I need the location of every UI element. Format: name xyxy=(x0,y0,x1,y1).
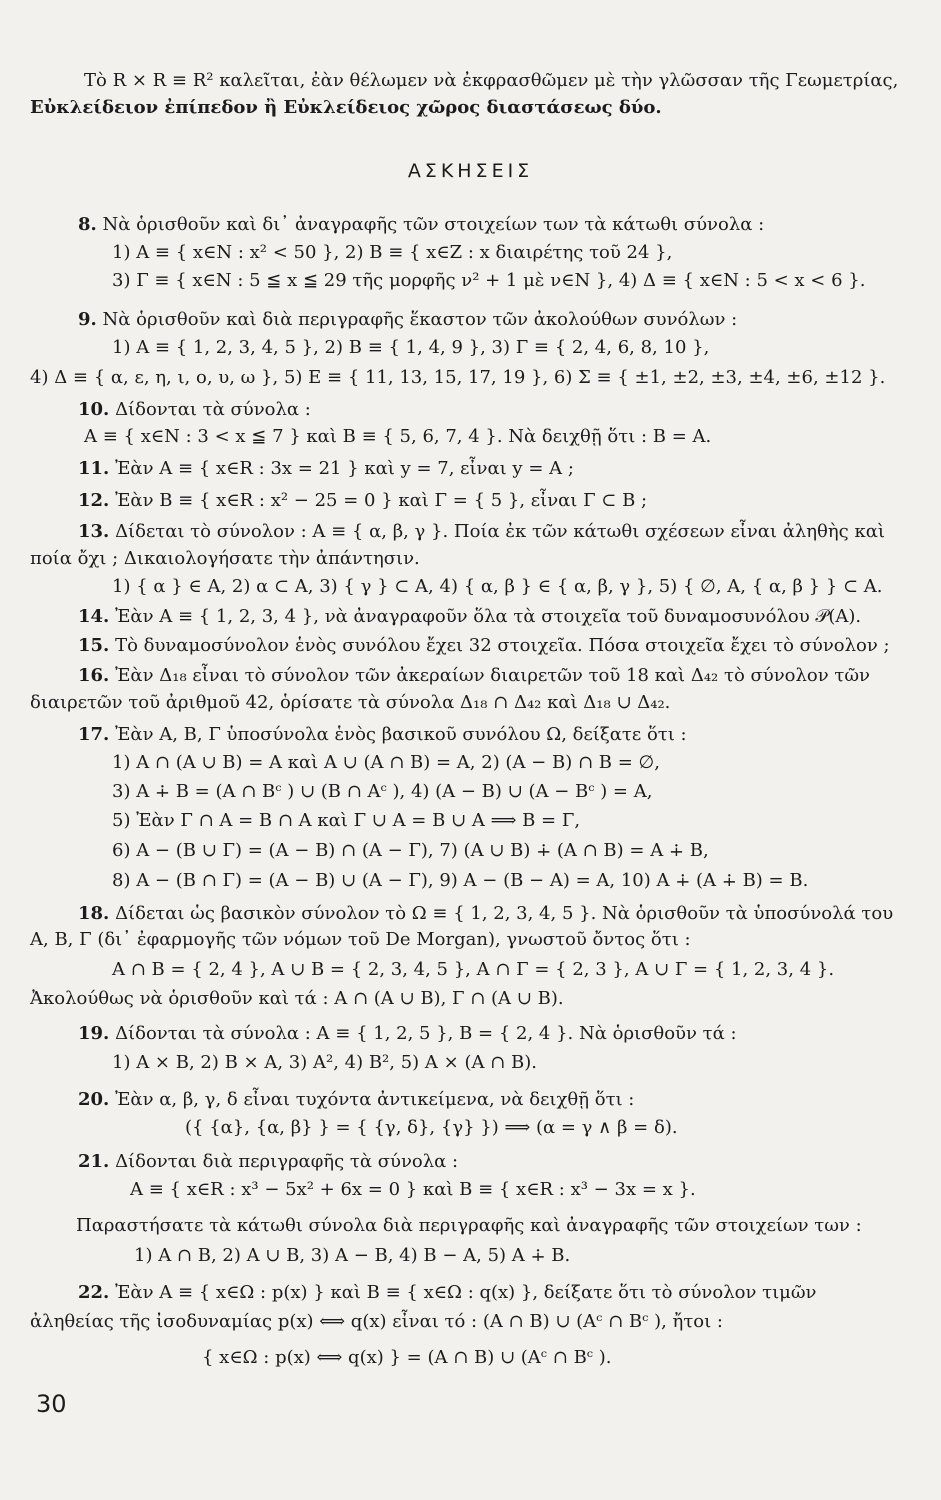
exercise-text: διαιρετῶν τοῦ ἀριθμοῦ 42, ὁρίσατε τὰ σύνολα Δ₁₈ ∩ Δ₄₂ καὶ Δ₁₈ ∪ Δ₄₂. xyxy=(30,692,671,713)
exercise-number: 22. xyxy=(78,1282,110,1303)
exercise-line xyxy=(78,1087,634,1113)
exercise-text: Α ∩ Β = { 2, 4 }, Α ∪ Β = { 2, 3, 4, 5 }, Α ∩ Γ = { 2, 3 }, Α ∪ Γ = { 1, 2, 3, 4 }. xyxy=(112,959,835,980)
exercise-line xyxy=(84,424,711,450)
exercise-text: Δίδονται τὰ σύνολα : xyxy=(115,399,311,420)
exercise-line xyxy=(78,397,311,423)
exercise-line xyxy=(30,690,670,716)
section-heading: ΑΣΚΗΣΕΙΣ xyxy=(407,160,534,182)
exercise-text: Ἐὰν Α ≡ { x∈R : 3x = 21 } καὶ y = 7, εἶναι y = Α ; xyxy=(115,458,574,479)
exercise-number: 21. xyxy=(78,1151,110,1172)
exercise-text: Ἐὰν Α ≡ { x∈Ω : p(x) } καὶ Β ≡ { x∈Ω : q(x) }, δείξατε ὅτι τὸ σύνολον τιμῶν xyxy=(115,1282,817,1303)
exercise-line xyxy=(78,1149,458,1175)
exercise-text: Παραστήσατε τὰ κάτωθι σύνολα διὰ περιγραφῆς καὶ ἀναγραφῆς τῶν στοιχείων των : xyxy=(76,1215,862,1236)
exercise-text: 1) Α ∩ Β, 2) Α ∪ Β, 3) Α − Β, 4) Β − Α, 5) Α ∔ Β. xyxy=(134,1245,571,1266)
exercise-line xyxy=(30,986,564,1012)
exercise-text: Δίδεται ὡς βασικὸν σύνολον τὸ Ω ≡ { 1, 2, 3, 4, 5 }. Νὰ ὁρισθοῦν τὰ ὑποσύνολά του xyxy=(115,903,894,924)
exercise-text: 6) Α − (Β ∪ Γ) = (Α − Β) ∩ (Α − Γ), 7) (Α ∪ Β) ∔ (Α ∩ Β) = Α ∔ Β, xyxy=(112,840,709,861)
exercise-line xyxy=(134,1243,570,1269)
exercise-text: Ἀκολούθως νὰ ὁρισθοῦν καὶ τά : Α ∩ (Α ∪ Β), Γ ∩ (Α ∪ Β). xyxy=(30,988,564,1009)
exercise-text: Α, Β, Γ (δι᾽ ἐφαρμογῆς τῶν νόμων τοῦ De Morgan), γνωστοῦ ὄντος ὅτι : xyxy=(30,929,691,950)
exercise-line xyxy=(78,456,574,482)
exercise-line xyxy=(112,957,834,983)
exercise-number: 8. xyxy=(78,214,97,235)
exercise-line xyxy=(78,519,885,545)
exercise-text: Νὰ ὁρισθοῦν καὶ διὰ περιγραφῆς ἕκαστον τῶν ἀκολούθων συνόλων : xyxy=(102,309,738,330)
exercise-line xyxy=(78,1280,816,1306)
exercise-line xyxy=(185,1115,678,1141)
exercise-text: ({ {α}, {α, β} } = { {γ, δ}, {γ} }) ⟹ (α = γ ∧ β = δ). xyxy=(185,1117,678,1138)
exercise-line xyxy=(202,1345,612,1371)
exercise-number: 19. xyxy=(78,1023,110,1044)
exercise-line xyxy=(30,365,885,391)
exercise-line xyxy=(76,1213,862,1239)
exercise-number: 16. xyxy=(78,665,110,686)
exercise-line xyxy=(78,212,764,238)
exercise-line xyxy=(78,901,893,927)
exercise-number: 9. xyxy=(78,309,97,330)
exercise-text: Α ≡ { x∈N : 3 < x ≦ 7 } καὶ Β ≡ { 5, 6, 7, 4 }. Νὰ δειχθῇ ὅτι : Β = Α. xyxy=(84,426,712,447)
exercise-number: 15. xyxy=(78,635,110,656)
exercise-line xyxy=(30,1309,723,1335)
exercise-line xyxy=(112,779,652,805)
exercise-number: 11. xyxy=(78,458,110,479)
exercise-text: ἀληθείας τῆς ἰσοδυναμίας p(x) ⟺ q(x) εἶναι τό : (Α ∩ Β) ∪ (Αᶜ ∩ Βᶜ ), ἤτοι : xyxy=(30,1311,723,1332)
exercise-text: 3) Α ∔ Β = (Α ∩ Βᶜ ) ∪ (Β ∩ Αᶜ ), 4) (Α − Β) ∪ (Α − Βᶜ ) = Α, xyxy=(112,781,653,802)
exercise-text: Νὰ ὁρισθοῦν καὶ δι᾽ ἀναγραφῆς τῶν στοιχείων των τὰ κάτωθι σύνολα : xyxy=(102,214,765,235)
exercise-text: 3) Γ ≡ { x∈N : 5 ≦ x ≦ 29 τῆς μορφῆς ν² + 1 μὲ ν∈N }, 4) Δ ≡ { x∈N : 5 < x < 6 }. xyxy=(112,270,866,291)
exercise-number: 12. xyxy=(78,490,110,511)
exercise-line xyxy=(112,1050,537,1076)
exercise-text: 4) Δ ≡ { α, ε, η, ι, ο, υ, ω }, 5) Ε ≡ { 11, 13, 15, 17, 19 }, 6) Σ ≡ { ±1, ±2, ±3, ±4, ±6, ±12 }. xyxy=(30,367,886,388)
exercise-number: 18. xyxy=(78,903,110,924)
exercise-line xyxy=(78,663,870,689)
exercise-line xyxy=(112,750,660,776)
exercise-number: 13. xyxy=(78,521,110,542)
exercise-text: Ἐὰν Δ₁₈ εἶναι τὸ σύνολον τῶν ἀκεραίων διαιρετῶν τοῦ 18 καὶ Δ₄₂ τὸ σύνολον τῶν xyxy=(115,665,870,686)
exercise-line xyxy=(112,868,808,894)
exercise-text: Ἐὰν Α, Β, Γ ὑποσύνολα ἑνὸς βασικοῦ συνόλου Ω, δείξατε ὅτι : xyxy=(115,724,687,745)
exercise-text: Τὸ δυναμοσύνολον ἑνὸς συνόλου ἔχει 32 στοιχεῖα. Πόσα στοιχεῖα ἔχει τὸ σύνολον ; xyxy=(115,635,890,656)
exercise-line xyxy=(112,335,709,361)
exercise-text: Ἐὰν Α ≡ { 1, 2, 3, 4 }, νὰ ἀναγραφοῦν ὅλα τὰ στοιχεῖα τοῦ δυναμοσυνόλου 𝒫(Α). xyxy=(115,606,862,627)
page-number: 30 xyxy=(36,1390,67,1418)
exercise-text: ποία ὄχι ; Δικαιολογήσατε τὴν ἀπάντησιν. xyxy=(30,548,420,569)
exercise-line xyxy=(112,240,672,266)
exercise-line xyxy=(78,604,861,630)
exercise-line xyxy=(78,307,737,333)
exercise-line xyxy=(30,546,420,572)
exercise-number: 10. xyxy=(78,399,110,420)
exercise-line xyxy=(78,633,890,659)
intro-line-2: Εὐκλείδειον ἐπίπεδον ἢ Εὐκλείδειος χῶρος διαστάσεως δύο. xyxy=(30,97,662,118)
exercise-number: 14. xyxy=(78,606,110,627)
exercise-line xyxy=(30,927,691,953)
exercise-line xyxy=(112,838,709,864)
exercise-line xyxy=(112,808,580,834)
exercise-line xyxy=(78,722,687,748)
exercise-text: Δίδονται διὰ περιγραφῆς τὰ σύνολα : xyxy=(115,1151,459,1172)
exercise-text: Δίδονται τὰ σύνολα : Α ≡ { 1, 2, 5 }, Β = { 2, 4 }. Νὰ ὁρισθοῦν τά : xyxy=(115,1023,737,1044)
exercise-number: 17. xyxy=(78,724,110,745)
exercise-text: Ἐὰν Β ≡ { x∈R : x² − 25 = 0 } καὶ Γ = { 5 }, εἶναι Γ ⊂ Β ; xyxy=(115,490,648,511)
exercise-line xyxy=(130,1177,696,1203)
exercise-text: Δίδεται τὸ σύνολον : Α ≡ { α, β, γ }. Ποία ἐκ τῶν κάτωθι σχέσεων εἶναι ἀληθὴς καὶ xyxy=(115,521,885,542)
intro-line-1: Τὸ R × R ≡ R² καλεῖται, ἐὰν θέλωμεν νὰ ἐκφρασθῶμεν μὲ τὴν γλῶσσαν τῆς Γεωμετρίας, xyxy=(84,70,899,91)
exercise-text: Α ≡ { x∈R : x³ − 5x² + 6x = 0 } καὶ Β ≡ { x∈R : x³ − 3x = x }. xyxy=(130,1179,696,1200)
exercise-text: { x∈Ω : p(x) ⟺ q(x) } = (Α ∩ Β) ∪ (Αᶜ ∩ Βᶜ ). xyxy=(202,1347,612,1368)
exercise-text: 1) Α ≡ { x∈N : x² < 50 }, 2) Β ≡ { x∈Z : x διαιρέτης τοῦ 24 }, xyxy=(112,242,673,263)
exercise-line xyxy=(112,268,865,294)
exercise-number: 20. xyxy=(78,1089,110,1110)
exercise-text: 1) Α × Β, 2) Β × Α, 3) Α², 4) Β², 5) Α × (Α ∩ Β). xyxy=(112,1052,537,1073)
exercise-text: 8) Α − (Β ∩ Γ) = (Α − Β) ∪ (Α − Γ), 9) Α − (Β − Α) = Α, 10) Α ∔ (Α ∔ Β) = Β. xyxy=(112,870,809,891)
exercise-line xyxy=(78,488,647,514)
exercise-text: Ἐὰν α, β, γ, δ εἶναι τυχόντα ἀντικείμενα, νὰ δειχθῇ ὅτι : xyxy=(115,1089,635,1110)
exercise-text: 1) Α ∩ (Α ∪ Β) = Α καὶ Α ∪ (Α ∩ Β) = Α, 2) (Α − Β) ∩ Β = ∅, xyxy=(112,752,660,773)
exercise-line xyxy=(112,574,883,600)
exercise-text: 1) Α ≡ { 1, 2, 3, 4, 5 }, 2) Β ≡ { 1, 4, 9 }, 3) Γ ≡ { 2, 4, 6, 8, 10 }, xyxy=(112,337,710,358)
exercise-text: 1) { α } ∈ Α, 2) α ⊂ Α, 3) { γ } ⊂ Α, 4) { α, β } ∈ { α, β, γ }, 5) { ∅, Α, { α, β } } ⊂ Α. xyxy=(112,576,883,597)
exercise-line xyxy=(78,1021,737,1047)
exercise-text: 5) Ἐὰν Γ ∩ Α = Β ∩ Α καὶ Γ ∪ Α = Β ∪ Α ⟹ Β = Γ, xyxy=(112,810,581,831)
